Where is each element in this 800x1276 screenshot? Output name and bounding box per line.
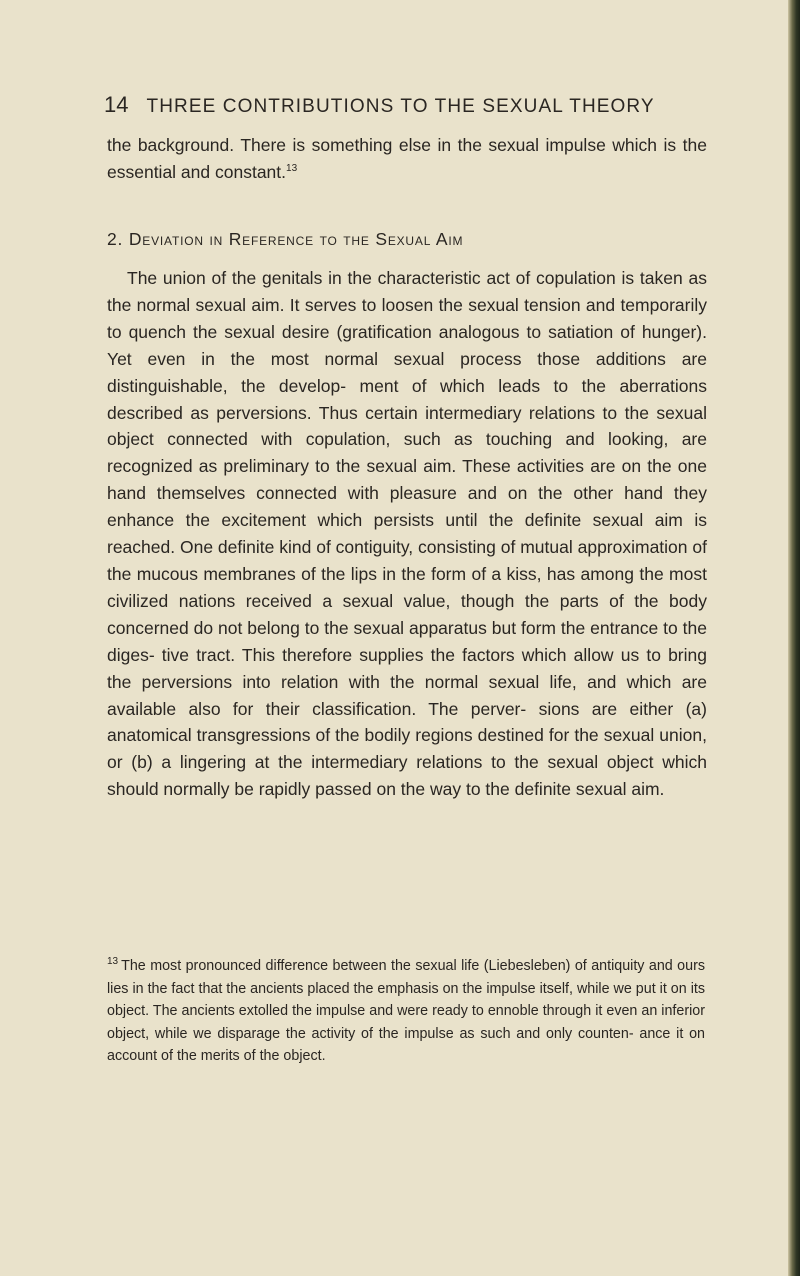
running-header bbox=[104, 92, 704, 122]
carryover-text: the background. There is something else in the sexual impulse which is the essential and constant. bbox=[107, 135, 707, 182]
body-paragraph: The union of the genitals in the characteristic act of copulation is taken as the normal sexual aim. It serves to loosen the sexual tension and temporarily to quench the sexual desire (gratification analogous to satiation of hunger). Yet even in the most normal sexual process those additions are distinguishable, the develop- ment of which leads to the aberrations described as perversions. Thus certain intermediary relations to the sexual object connected with copulation, such as touching and looking, are recognized as preliminary to the sexual aim. These activities are on the one hand themselves connected with pleasure and on the other hand they enhance the excitement which persists until the definite sexual aim is reached. One definite kind of contiguity, consisting of mutual approximation of the mucous membranes of the lips in the form of a kiss, has among the most civilized nations received a sexual value, though the parts of the body concerned do not belong to the sexual apparatus but form the entrance to the diges- tive tract. This therefore supplies the factors which allow us to bring the perversions into relation with the normal sexual life, and which are available also for their classification. The perver- sions are either (a) anatomical transgressions of the bodily regions destined for the sexual union, or (b) a lingering at the intermediary relations to the sexual object which should normally be rapidly passed on the way to the definite sexual aim. bbox=[107, 268, 707, 800]
footnote-marker: 13 bbox=[107, 956, 119, 968]
carryover-paragraph bbox=[107, 132, 707, 186]
footnote bbox=[107, 955, 705, 1068]
page-number: 14 bbox=[104, 92, 129, 117]
footnote-text: The most pronounced difference between the sexual life (Liebesleben) of antiquity and ours lies in the fact that the ancients placed the emphasis on the impulse itself, while we put it on its object. The ancients extolled the impulse and were ready to ennoble through it even an inferior object, while we disparage the activity of the impulse as such and only counten- ance it on account of the merits of the object. bbox=[107, 958, 705, 1065]
section-heading: 2. Deviation in Reference to the Sexual Aim bbox=[107, 229, 464, 249]
footnote-reference: 13 bbox=[286, 163, 298, 175]
running-title: THREE CONTRIBUTIONS TO THE SEXUAL THEORY bbox=[146, 96, 655, 117]
page-binding-edge bbox=[788, 0, 800, 1276]
